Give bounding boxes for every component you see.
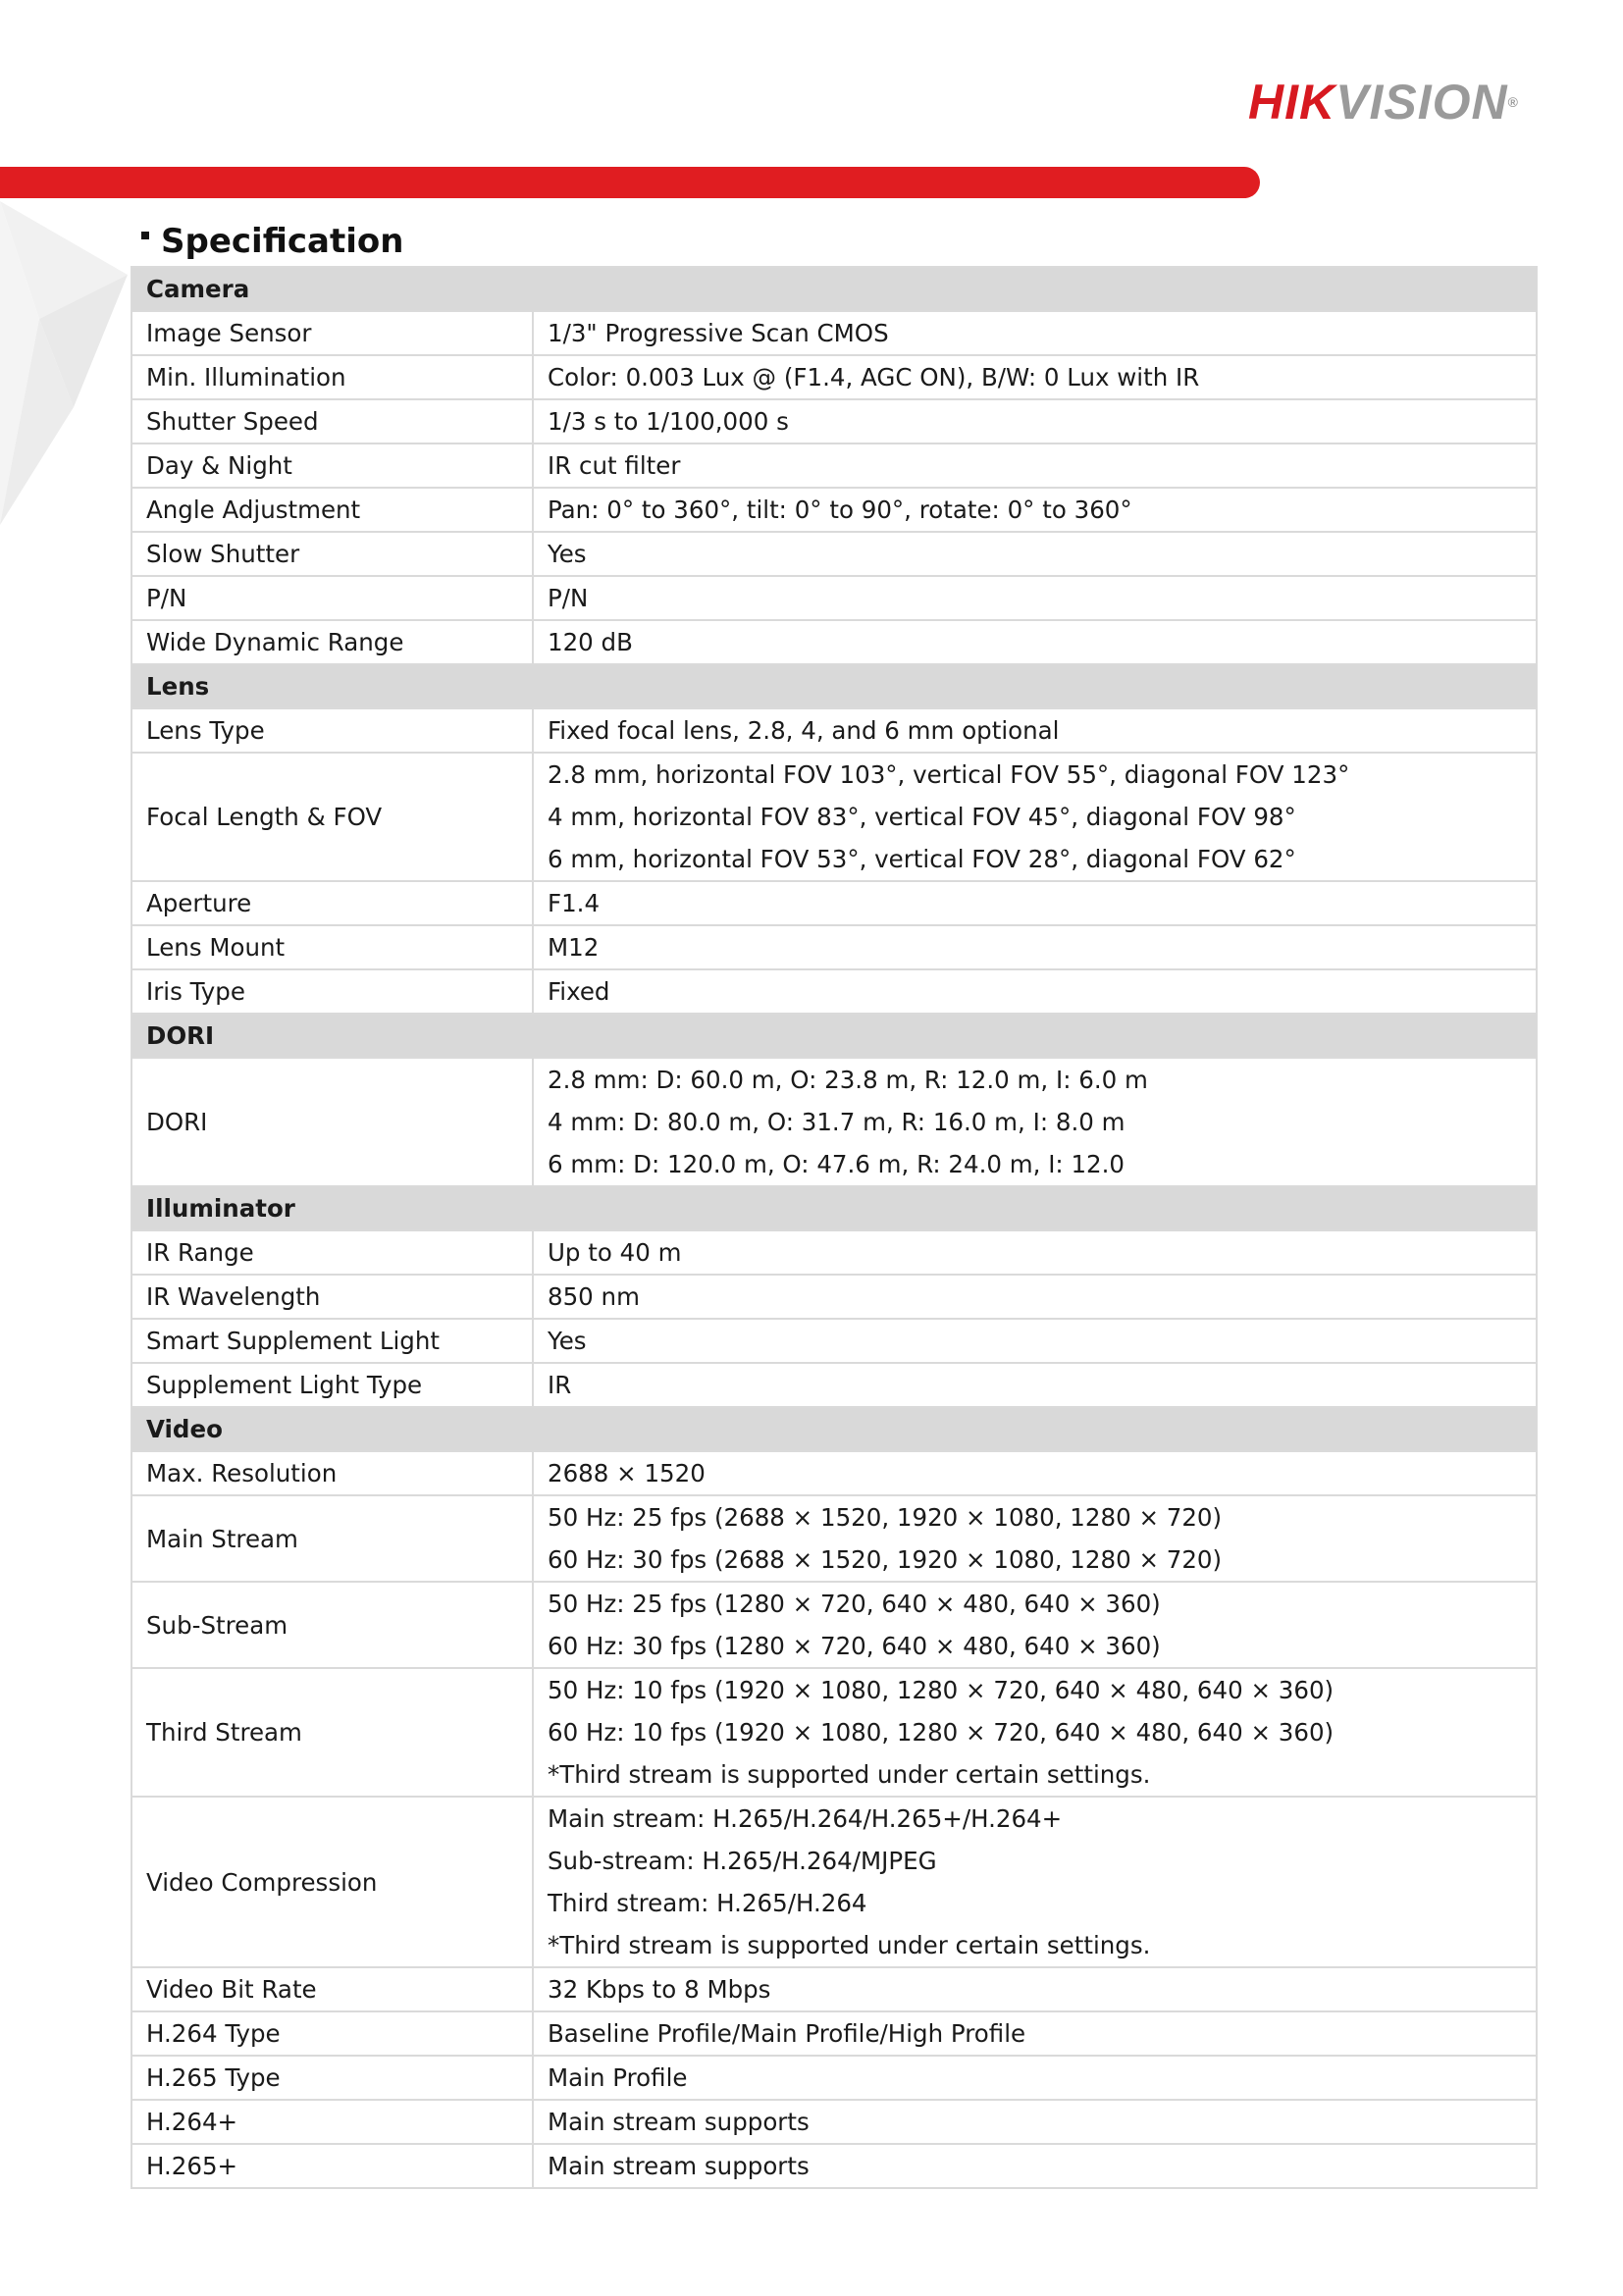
spec-row [131,2056,1537,2100]
spec-value-line: M12 [548,933,600,962]
spec-row [131,1319,1537,1363]
spec-label: Lens Type [131,708,533,753]
section-header-row [131,664,1537,708]
spec-value-line: 50 Hz: 25 fps (2688 × 1520, 1920 × 1080, 1280 × 720) [548,1503,1223,1532]
spec-row [131,488,1537,532]
spec-value-line: Main stream: H.265/H.264/H.265+/H.264+ [548,1804,1063,1833]
spec-label: Supplement Light Type [131,1363,533,1407]
spec-label: Video Bit Rate [131,1967,533,2011]
decorative-watermark-graphic [0,201,137,525]
spec-value [533,576,1537,620]
spec-value [533,1058,1537,1186]
spec-label: Angle Adjustment [131,488,533,532]
spec-row [131,2100,1537,2144]
specification-table [131,266,1538,2189]
spec-value-line: 120 dB [548,628,633,656]
spec-row [131,532,1537,576]
spec-value [533,620,1537,664]
spec-value-line: Main stream supports [548,2152,810,2180]
spec-label: Main Stream [131,1495,533,1582]
header-accent-bar [0,167,1260,198]
spec-value-line: Up to 40 m [548,1238,682,1267]
spec-value-line: Fixed [548,977,610,1006]
spec-label: H.264+ [131,2100,533,2144]
section-header-row [131,1186,1537,1230]
spec-label: H.264 Type [131,2011,533,2056]
spec-label: Day & Night [131,444,533,488]
spec-value [533,1275,1537,1319]
spec-value-line: 6 mm, horizontal FOV 53°, vertical FOV 28°, diagonal FOV 62° [548,845,1296,873]
spec-value [533,2100,1537,2144]
spec-value-line: Sub-stream: H.265/H.264/MJPEG [548,1847,937,1875]
section-header-filler [533,664,1537,708]
spec-row [131,576,1537,620]
spec-value-line: 6 mm: D: 120.0 m, O: 47.6 m, R: 24.0 m, I: 12.0 [548,1150,1126,1178]
spec-value-line: 1/3 s to 1/100,000 s [548,407,789,436]
spec-row [131,925,1537,969]
spec-value [533,2144,1537,2188]
section-header-filler [533,1014,1537,1058]
spec-label: Image Sensor [131,311,533,355]
spec-label: IR Range [131,1230,533,1275]
spec-value [533,2056,1537,2100]
spec-value [533,1797,1537,1967]
heading-text: Specification [161,222,404,261]
spec-value-line: 850 nm [548,1282,640,1311]
spec-value [533,1319,1537,1363]
spec-value-line: Main Profile [548,2063,688,2092]
spec-row [131,620,1537,664]
spec-row [131,2144,1537,2188]
spec-value-line: P/N [548,584,589,612]
section-header-row [131,1407,1537,1451]
spec-row [131,444,1537,488]
spec-row [131,1797,1537,1967]
section-title: Lens [131,664,533,708]
spec-value-line: IR cut filter [548,451,681,480]
spec-label: Shutter Speed [131,399,533,444]
spec-value [533,311,1537,355]
spec-row [131,881,1537,925]
spec-label: Aperture [131,881,533,925]
spec-value [533,1582,1537,1668]
section-header-row [131,1014,1537,1058]
spec-label: Slow Shutter [131,532,533,576]
section-title: Camera [131,267,533,311]
spec-value [533,708,1537,753]
spec-value-line: Third stream: H.265/H.264 [548,1889,867,1917]
spec-value-line: 60 Hz: 30 fps (1280 × 720, 640 × 480, 640 × 360) [548,1632,1161,1660]
logo-text-hik: HIK [1248,75,1336,130]
spec-label: IR Wavelength [131,1275,533,1319]
spec-label: H.265+ [131,2144,533,2188]
specification-table-body [131,267,1537,2188]
heading-bullet-icon [141,232,149,239]
spec-value [533,969,1537,1014]
spec-value-line: Baseline Profile/Main Profile/High Profile [548,2019,1026,2048]
spec-row [131,1967,1537,2011]
spec-value [533,399,1537,444]
spec-row [131,1363,1537,1407]
spec-label: Wide Dynamic Range [131,620,533,664]
spec-label: P/N [131,576,533,620]
spec-value-line: 4 mm: D: 80.0 m, O: 31.7 m, R: 16.0 m, I: 8.0 m [548,1108,1126,1136]
spec-value [533,1495,1537,1582]
section-header-row [131,267,1537,311]
section-header-filler [533,1186,1537,1230]
spec-value-line: 60 Hz: 10 fps (1920 × 1080, 1280 × 720, 640 × 480, 640 × 360) [548,1718,1335,1747]
section-title: DORI [131,1014,533,1058]
spec-row [131,708,1537,753]
spec-row [131,1058,1537,1186]
spec-value [533,488,1537,532]
spec-value [533,753,1537,881]
hikvision-logo [1248,73,1562,131]
spec-value-line: 50 Hz: 10 fps (1920 × 1080, 1280 × 720, 640 × 480, 640 × 360) [548,1676,1335,1704]
logo-registered-mark: ® [1507,94,1519,110]
page-heading [141,218,403,265]
spec-value-line: *Third stream is supported under certain settings. [548,1760,1151,1789]
spec-value-line: F1.4 [548,889,601,917]
spec-value-line: Yes [548,1327,587,1355]
spec-label: Iris Type [131,969,533,1014]
spec-value [533,2011,1537,2056]
spec-row [131,969,1537,1014]
spec-value-line: *Third stream is supported under certain settings. [548,1931,1151,1959]
spec-value [533,1967,1537,2011]
spec-row [131,355,1537,399]
spec-value-line: 2688 × 1520 [548,1459,706,1487]
spec-value-line: Main stream supports [548,2108,810,2136]
spec-value-line: 50 Hz: 25 fps (1280 × 720, 640 × 480, 640 × 360) [548,1590,1161,1618]
spec-row [131,1582,1537,1668]
spec-value [533,444,1537,488]
spec-row [131,399,1537,444]
spec-label: Max. Resolution [131,1451,533,1495]
spec-value [533,925,1537,969]
spec-row [131,2011,1537,2056]
spec-value-line: Yes [548,540,587,568]
section-header-filler [533,267,1537,311]
spec-value-line: 1/3" Progressive Scan CMOS [548,319,889,347]
spec-row [131,311,1537,355]
spec-row [131,1275,1537,1319]
spec-value [533,1230,1537,1275]
spec-value-line: Pan: 0° to 360°, tilt: 0° to 90°, rotate: 0° to 360° [548,496,1132,524]
spec-value-line: 32 Kbps to 8 Mbps [548,1975,771,2004]
spec-value [533,881,1537,925]
spec-value-line: 2.8 mm, horizontal FOV 103°, vertical FOV 55°, diagonal FOV 123° [548,760,1350,789]
spec-value-line: Fixed focal lens, 2.8, 4, and 6 mm optional [548,716,1060,745]
spec-label: Min. Illumination [131,355,533,399]
logo-text-vision: VISION [1335,75,1508,130]
spec-row [131,1230,1537,1275]
spec-value [533,532,1537,576]
spec-value [533,1668,1537,1797]
spec-label: Smart Supplement Light [131,1319,533,1363]
spec-row [131,753,1537,881]
spec-value [533,1363,1537,1407]
spec-row [131,1495,1537,1582]
spec-label: DORI [131,1058,533,1186]
section-title: Video [131,1407,533,1451]
section-title: Illuminator [131,1186,533,1230]
spec-label: Video Compression [131,1797,533,1967]
spec-value-line: 2.8 mm: D: 60.0 m, O: 23.8 m, R: 12.0 m, I: 6.0 m [548,1066,1148,1094]
spec-value-line: Color: 0.003 Lux @ (F1.4, AGC ON), B/W: 0 Lux with IR [548,363,1200,391]
spec-row [131,1451,1537,1495]
spec-value-line: 60 Hz: 30 fps (2688 × 1520, 1920 × 1080, 1280 × 720) [548,1545,1223,1574]
spec-label: Third Stream [131,1668,533,1797]
spec-label: H.265 Type [131,2056,533,2100]
spec-value-line: IR [548,1371,572,1399]
spec-label: Lens Mount [131,925,533,969]
spec-value-line: 4 mm, horizontal FOV 83°, vertical FOV 45°, diagonal FOV 98° [548,803,1296,831]
spec-row [131,1668,1537,1797]
spec-label: Focal Length & FOV [131,753,533,881]
spec-label: Sub-Stream [131,1582,533,1668]
spec-value [533,1451,1537,1495]
spec-value [533,355,1537,399]
section-header-filler [533,1407,1537,1451]
